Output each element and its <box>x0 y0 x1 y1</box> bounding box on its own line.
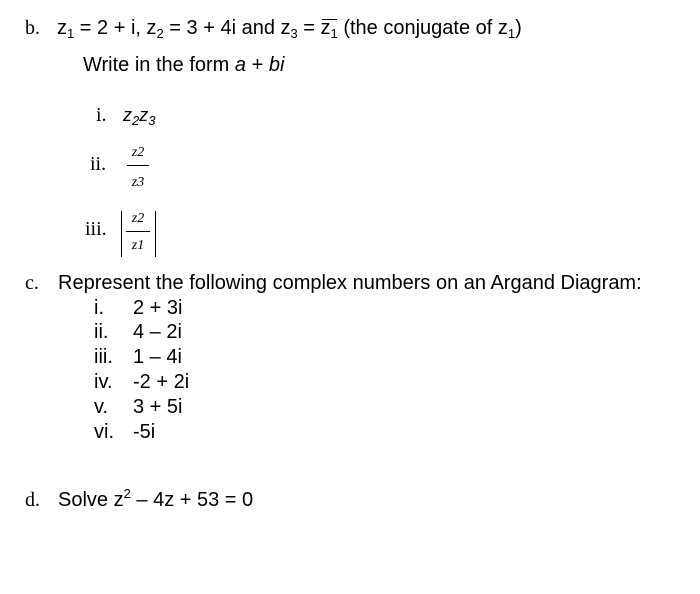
abs-left-bar <box>121 211 122 257</box>
conjugate-note: (the conjugate of z <box>337 17 508 39</box>
part-b-statement <box>57 17 522 40</box>
fraction-denominator: z3 <box>131 175 145 190</box>
part-b-item-i-numeral: i. <box>96 104 107 126</box>
part-c-numeral-iv: iv. <box>94 371 113 393</box>
part-c-value-v: 3 + 5i <box>133 396 183 418</box>
part-b-instruction: Write in the form a + bi <box>83 54 285 76</box>
form-a: a <box>234 54 247 76</box>
part-c-numeral-iii: iii. <box>94 346 113 368</box>
form-bi: bi <box>268 54 285 76</box>
z3-equals: = <box>297 17 321 39</box>
part-c-value-iv: -2 + 2i <box>133 371 190 393</box>
part-c-value-ii: 4 – 2i <box>133 321 182 343</box>
part-c-value-i: 2 + 3i <box>133 297 183 319</box>
part-c-value-vi: -5i <box>133 421 156 443</box>
z1-definition: = 2 + i, <box>74 17 147 39</box>
part-c-marker: c. <box>25 272 39 294</box>
z1-symbol: z <box>57 17 67 39</box>
z1-subscript: 1 <box>67 26 75 41</box>
conjugate-note-close: ) <box>515 17 522 39</box>
z3-subscript: 3 <box>290 26 298 41</box>
fraction-numerator: z2 <box>131 211 145 226</box>
part-b-item-i-expression: $z_2z_3$ <box>123 105 156 128</box>
fraction-numerator: z2 <box>131 145 145 160</box>
conjugate-note-subscript: 1 <box>507 26 516 41</box>
part-c-prompt: Represent the following complex numbers on an Argand Diagram: <box>58 272 642 294</box>
fraction-bar <box>126 231 150 232</box>
fraction-z2-over-z3 <box>127 143 149 191</box>
fraction-denominator: z1 <box>131 238 145 253</box>
z2-definition: = 3 + 4i and <box>163 17 281 39</box>
part-b-marker: b. <box>25 17 40 39</box>
z2-symbol: z <box>146 17 157 39</box>
fraction-z2-over-z1 <box>126 210 150 256</box>
part-c-value-iii: 1 – 4i <box>133 346 182 368</box>
z2-subscript: 2 <box>156 26 164 41</box>
part-d-equation: Solve $z^2 - 4z + 53 = 0$ <box>58 486 254 511</box>
conjugate-z1: $z_1$ <box>320 17 338 41</box>
part-c-numeral-i: i. <box>94 297 104 319</box>
part-b-item-iii-numeral: iii. <box>85 218 107 240</box>
part-c-numeral-vi: vi. <box>94 421 114 443</box>
part-c-numeral-v: v. <box>94 396 109 418</box>
exponent: 2 <box>123 486 131 501</box>
part-b-item-ii-numeral: ii. <box>90 153 107 175</box>
abs-right-bar <box>155 211 156 257</box>
fraction-bar <box>127 165 149 166</box>
part-c-numeral-ii: ii. <box>94 321 109 343</box>
part-d-marker: d. <box>25 489 40 511</box>
z3-symbol: z <box>280 17 291 39</box>
